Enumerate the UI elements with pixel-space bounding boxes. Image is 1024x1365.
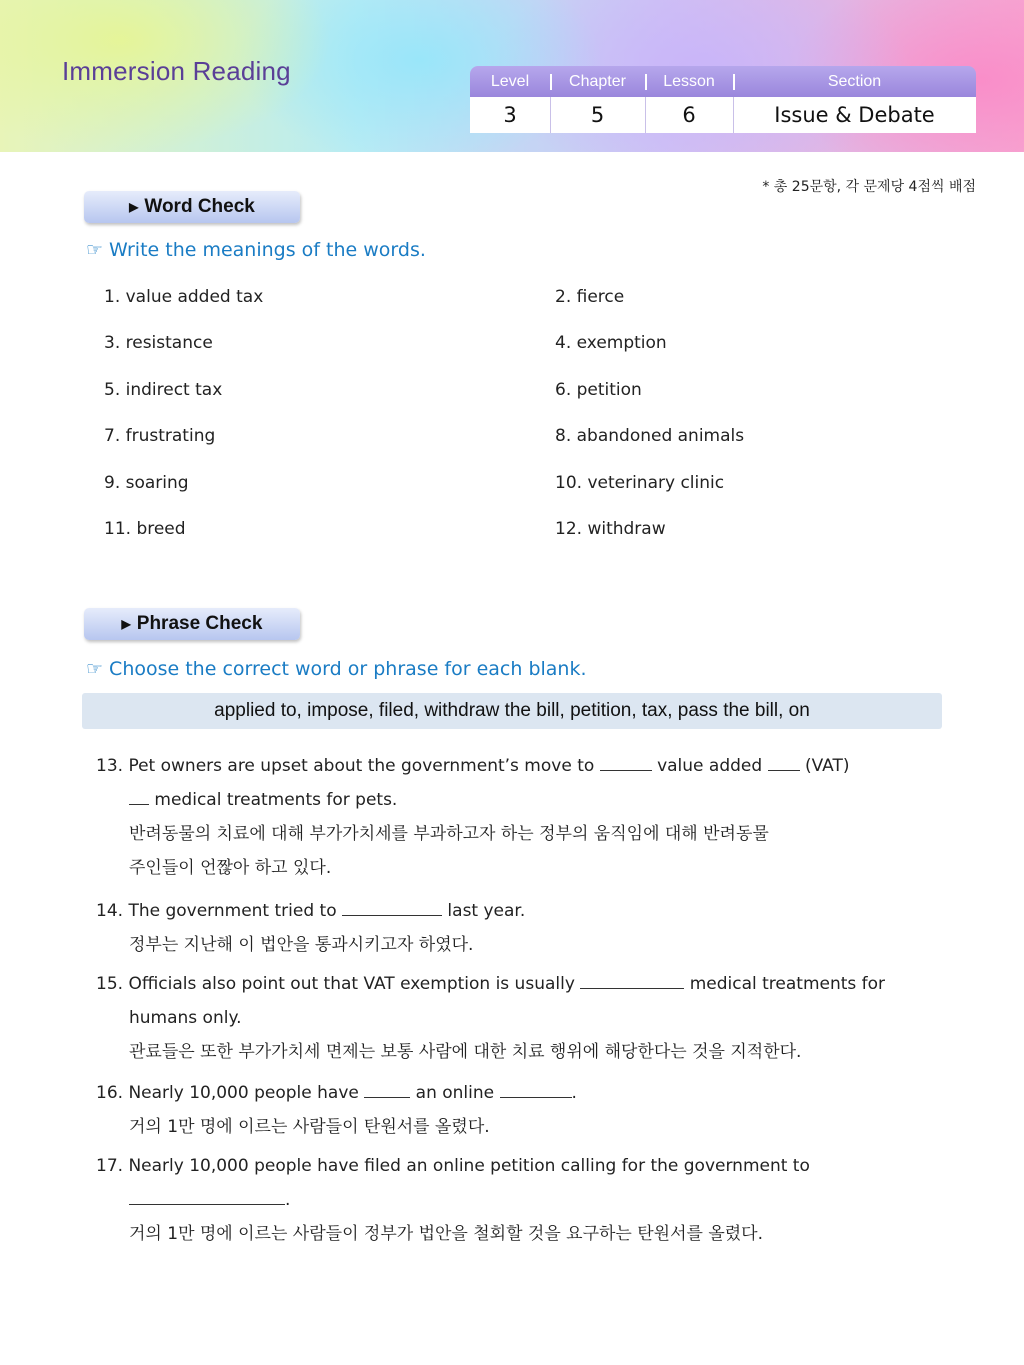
word-item: 2. fierce xyxy=(555,287,625,307)
lesson-cell xyxy=(645,66,733,133)
lesson-value: 6 xyxy=(682,103,696,127)
korean-translation: 관료들은 또한 부가가치세 면제는 보통 사람에 대한 치료 행위에 해당한다는 것을 지적한다. xyxy=(129,1042,802,1062)
level-header: Level xyxy=(490,73,530,90)
question-13 xyxy=(96,749,926,885)
answer-blank[interactable] xyxy=(129,790,149,805)
word-check-label: Word Check xyxy=(144,196,255,217)
word-bank: applied to, impose, filed, withdraw the bill, petition, tax, pass the bill, on xyxy=(82,693,942,729)
question-text: 16. Nearly 10,000 people have xyxy=(96,1083,359,1103)
word-item: 5. indirect tax xyxy=(104,380,223,400)
word-check-instruction xyxy=(86,239,426,261)
page-header xyxy=(0,0,1024,152)
question-text: . xyxy=(285,1190,291,1210)
chapter-cell xyxy=(550,66,645,133)
word-item: 12. withdraw xyxy=(555,519,666,539)
answer-blank[interactable] xyxy=(500,1083,572,1098)
question-14 xyxy=(96,894,926,962)
word-item: 6. petition xyxy=(555,380,642,400)
section-header: Section xyxy=(827,73,882,90)
word-item: 10. veterinary clinic xyxy=(555,473,725,493)
header-divider xyxy=(733,74,735,90)
word-check-instruction-text: Write the meanings of the words. xyxy=(109,239,426,261)
phrase-check-button[interactable] xyxy=(84,608,300,640)
score-note: * 총 25문항, 각 문제당 4점씩 배점 xyxy=(762,179,976,195)
word-item: 7. frustrating xyxy=(104,426,216,446)
section-value: Issue & Debate xyxy=(774,103,935,127)
question-text: . xyxy=(571,1083,577,1103)
question-text: an online xyxy=(415,1083,495,1103)
question-text: (VAT) xyxy=(804,756,850,776)
question-text: 14. The government tried to xyxy=(96,901,337,921)
question-text: medical treatments for xyxy=(689,974,886,994)
word-item: 1. value added tax xyxy=(104,287,264,307)
answer-blank[interactable] xyxy=(129,1190,285,1205)
pointing-hand-icon: ☞ xyxy=(86,658,104,680)
level-value: 3 xyxy=(503,103,517,127)
lesson-info-table xyxy=(470,66,976,133)
answer-blank[interactable] xyxy=(600,756,652,771)
question-text: last year. xyxy=(447,901,526,921)
answer-blank[interactable] xyxy=(364,1083,410,1098)
question-text: medical treatments for pets. xyxy=(154,790,398,810)
question-16 xyxy=(96,1076,926,1144)
word-item: 9. soaring xyxy=(104,473,189,493)
question-text: 15. Officials also point out that VAT exemption is usually xyxy=(96,974,575,994)
value-divider xyxy=(645,97,646,133)
korean-translation: 주인들이 언짢아 하고 있다. xyxy=(129,858,332,878)
chapter-value: 5 xyxy=(590,103,605,127)
phrase-check-instruction xyxy=(86,658,587,680)
korean-translation: 거의 1만 명에 이르는 사람들이 탄원서를 올렸다. xyxy=(129,1117,490,1137)
phrase-check-instruction-text: Choose the correct word or phrase for each blank. xyxy=(109,658,587,680)
value-divider xyxy=(733,97,734,133)
level-cell xyxy=(470,66,550,133)
header-divider xyxy=(645,74,647,90)
phrase-check-label: Phrase Check xyxy=(136,613,263,634)
lesson-header: Lesson xyxy=(663,73,715,90)
word-item: 8. abandoned animals xyxy=(555,426,745,446)
word-item: 11. breed xyxy=(104,519,186,539)
korean-translation: 반려동물의 치료에 대해 부가가치세를 부과하고자 하는 정부의 움직임에 대해 반려동물 xyxy=(129,824,769,844)
value-divider xyxy=(550,97,551,133)
word-check-button[interactable] xyxy=(84,191,300,223)
app-title: Immersion Reading xyxy=(62,56,291,86)
word-item: 3. resistance xyxy=(104,333,213,353)
question-15 xyxy=(96,967,926,1069)
question-17 xyxy=(96,1149,926,1251)
question-text: 13. Pet owners are upset about the government’s move to xyxy=(96,756,595,776)
triangle-right-icon: ▶ xyxy=(121,617,131,631)
section-cell xyxy=(733,66,976,133)
korean-translation: 거의 1만 명에 이르는 사람들이 정부가 법안을 철회할 것을 요구하는 탄원서를 올렸다. xyxy=(129,1224,764,1244)
pointing-hand-icon: ☞ xyxy=(86,239,104,261)
question-text: value added xyxy=(657,756,763,776)
header-divider xyxy=(550,74,552,90)
answer-blank[interactable] xyxy=(768,756,800,771)
word-item: 4. exemption xyxy=(555,333,667,353)
question-text: humans only. xyxy=(129,1008,242,1028)
chapter-header: Chapter xyxy=(569,73,626,90)
answer-blank[interactable] xyxy=(580,974,684,989)
korean-translation: 정부는 지난해 이 법안을 통과시키고자 하였다. xyxy=(129,935,474,955)
answer-blank[interactable] xyxy=(342,901,442,916)
question-text: 17. Nearly 10,000 people have filed an online petition calling for the government to xyxy=(96,1156,810,1176)
triangle-right-icon: ▶ xyxy=(129,200,139,214)
